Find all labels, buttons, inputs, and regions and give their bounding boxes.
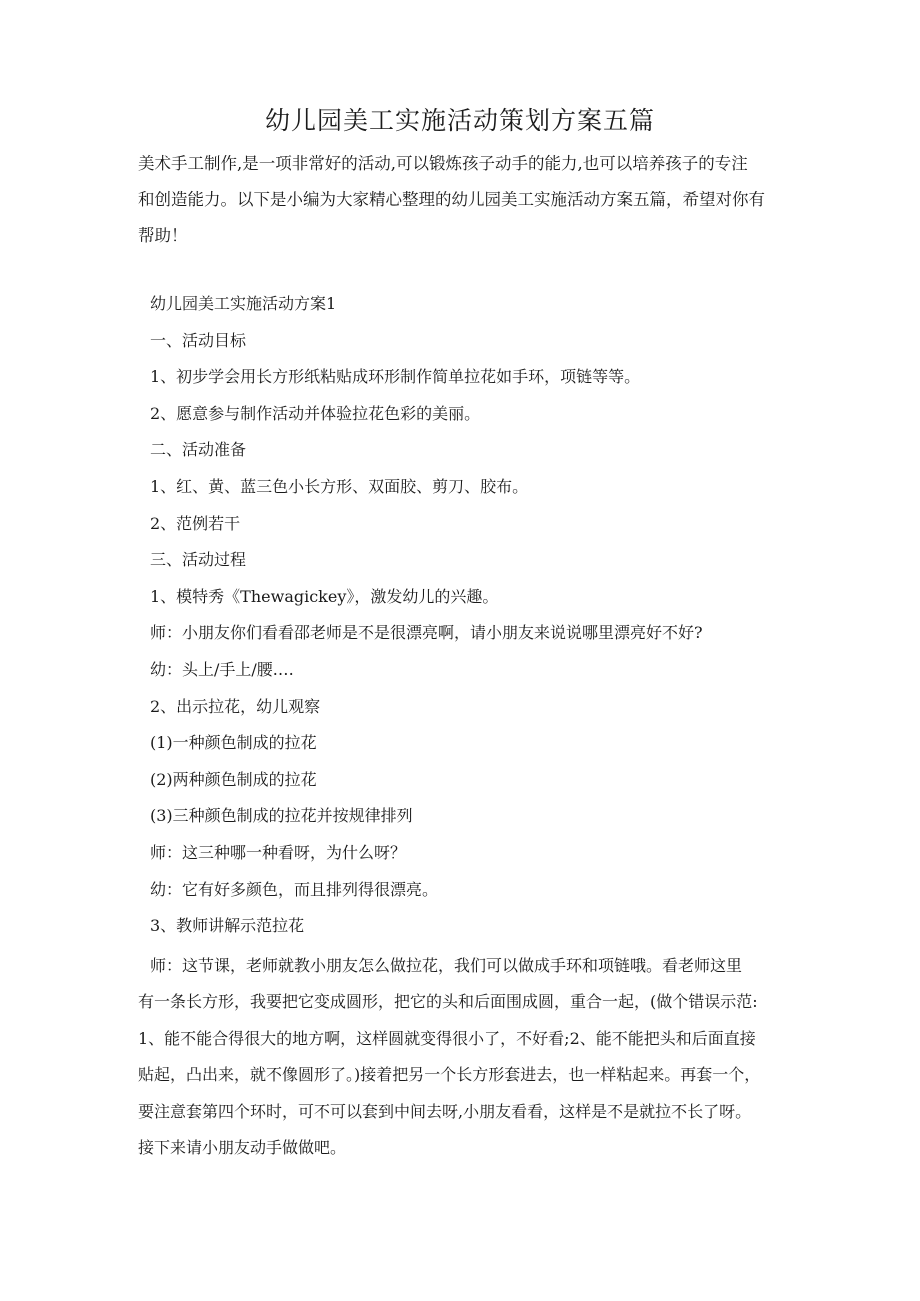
paragraph-line: 要注意套第四个环时，可不可以套到中间去呀,小朋友看看，这样是不是就拉不长了呀。: [138, 1101, 752, 1121]
process-step: 1、模特秀《Thewagickey》，激发幼儿的兴趣。: [150, 586, 499, 606]
intro-paragraph: [138, 146, 798, 254]
intro-line: 和创造能力。以下是小编为大家精心整理的幼儿园美工实施活动方案五篇，希望对你有: [138, 190, 765, 209]
intro-line: 帮助！: [138, 226, 188, 245]
subheading-process: 三、活动过程: [150, 550, 247, 570]
dialogue-line: 师：小朋友你们看看邵老师是不是很漂亮啊，请小朋友来说说哪里漂亮好不好?: [150, 623, 703, 643]
paragraph-line: 有一条长方形，我要把它变成圆形，把它的头和后面围成圆，重合一起，(做个错误示范:: [138, 992, 758, 1012]
list-item: (1)一种颜色制成的拉花: [150, 733, 317, 753]
goal-item: 2、愿意参与制作活动并体验拉花色彩的美丽。: [150, 403, 481, 423]
list-item: (2)两种颜色制成的拉花: [150, 769, 317, 789]
demonstration-paragraph: [138, 948, 788, 1166]
dialogue-line: 幼：它有好多颜色，而且排列得很漂亮。: [150, 879, 439, 899]
process-step: 3、教师讲解示范拉花: [150, 916, 305, 936]
paragraph-line: 贴起，凸出来，就不像圆形了。)接着把另一个长方形套进去，也一样粘起来。再套一个，: [138, 1065, 761, 1085]
list-item: (3)三种颜色制成的拉花并按规律排列: [150, 806, 413, 826]
goal-item: 1、初步学会用长方形纸粘贴成环形制作简单拉花如手环，项链等等。: [150, 367, 641, 387]
preparation-item: 2、范例若干: [150, 513, 241, 533]
paragraph-line: 师：这节课，老师就教小朋友怎么做拉花，我们可以做成手环和项链哦。看老师这里: [150, 956, 743, 975]
intro-line: 美术手工制作,是一项非常好的活动,可以锻炼孩子动手的能力,也可以培养孩子的专注: [138, 154, 748, 173]
preparation-item: 1、红、黄、蓝三色小长方形、双面胶、剪刀、胶布。: [150, 476, 529, 496]
process-step: 2、出示拉花，幼儿观察: [150, 696, 321, 716]
section-heading: 幼儿园美工实施活动方案1: [150, 294, 337, 313]
paragraph-line: 1、能不能合得很大的地方啊，这样圆就变得很小了，不好看;2、能不能把头和后面直接: [138, 1028, 756, 1048]
dialogue-line: 幼：头上/手上/腰.…: [150, 659, 294, 679]
document-title: 幼儿园美工实施活动策划方案五篇: [264, 106, 655, 135]
subheading-goals: 一、活动目标: [150, 330, 247, 350]
paragraph-line: 接下来请小朋友动手做做吧。: [138, 1138, 347, 1158]
activity-plan-section: [150, 286, 790, 945]
subheading-preparation: 二、活动准备: [150, 440, 247, 460]
dialogue-line: 师：这三种哪一种看呀，为什么呀？: [150, 842, 407, 862]
